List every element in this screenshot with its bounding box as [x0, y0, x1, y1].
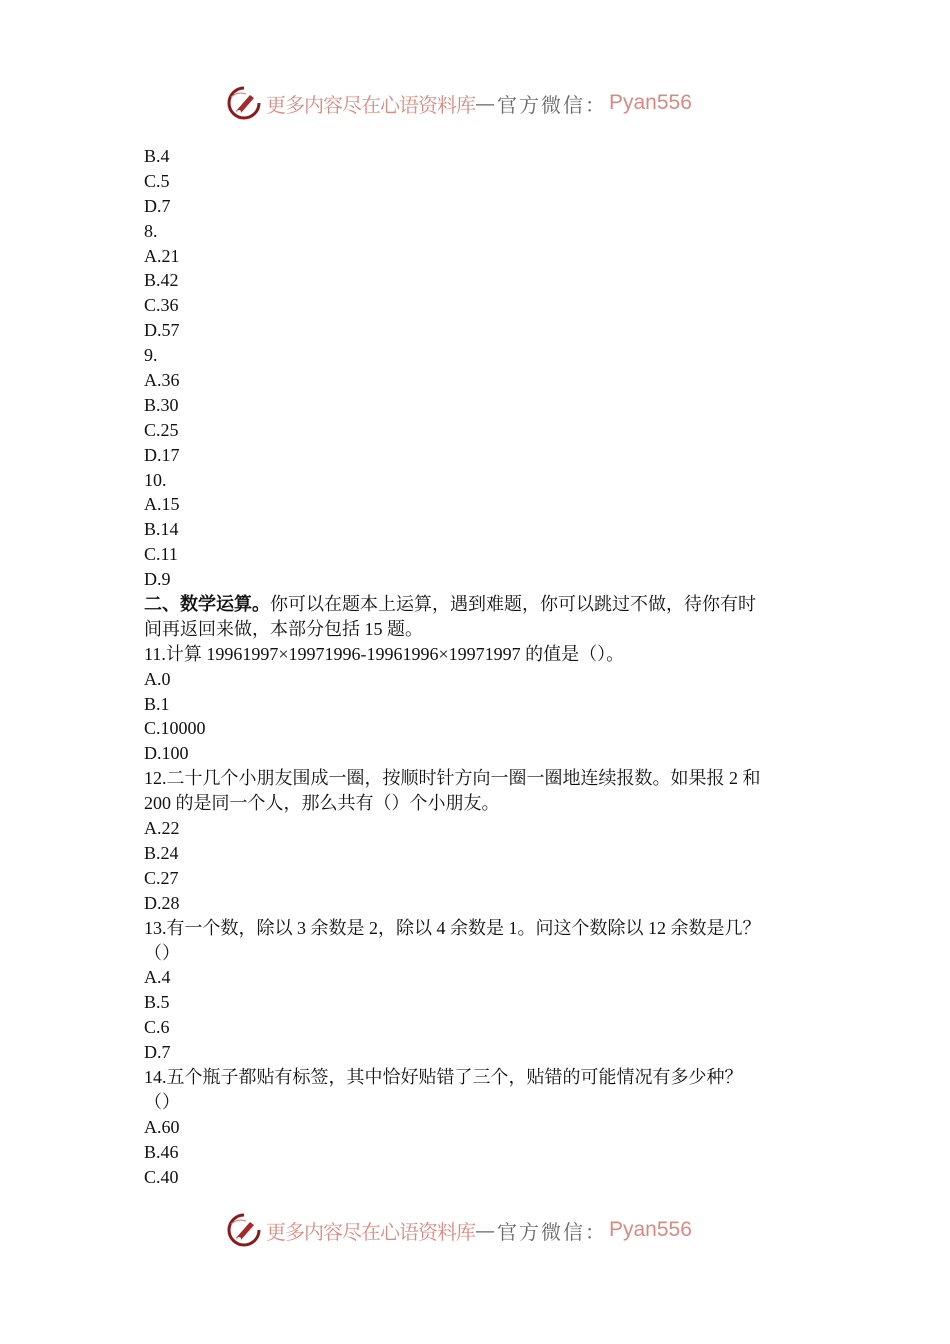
line-text: B.4	[144, 146, 170, 166]
line-text: 10.	[144, 469, 167, 490]
text-line	[144, 916, 814, 941]
line-text: B.1	[144, 693, 170, 714]
text-line	[144, 1040, 814, 1065]
text-line	[144, 891, 814, 916]
line-text: B.14	[144, 519, 179, 540]
text-line	[144, 268, 814, 293]
line-text: （）	[144, 942, 180, 963]
text-line	[144, 144, 814, 169]
text-line	[144, 1065, 814, 1090]
line-text: C.10000	[144, 718, 206, 739]
banner-dash: —	[475, 1218, 497, 1242]
line-text: C.5	[144, 170, 170, 191]
banner-wechat-label: 官方微信：	[497, 1219, 607, 1244]
text-line	[144, 1115, 814, 1140]
line-text: B.42	[144, 270, 179, 291]
text-line	[144, 1015, 814, 1040]
line-text: C.25	[144, 419, 179, 440]
text-line	[144, 592, 814, 617]
line-text: A.15	[144, 494, 180, 515]
line-text: （）	[144, 1091, 180, 1112]
banner-wechat-id: Pyan556	[609, 1218, 692, 1241]
line-text: D.100	[144, 743, 189, 764]
line-text: 12.二十几个小朋友围成一圈，按顺时针方向一圈一圈地连续报数。如果报 2 和	[144, 768, 761, 789]
line-text: C.27	[144, 867, 179, 888]
line-text: B.30	[144, 394, 179, 415]
line-text: B.46	[144, 1141, 179, 1162]
line-text: C.11	[144, 544, 178, 565]
text-line	[144, 492, 814, 517]
document-body	[144, 144, 814, 1189]
line-text: A.4	[144, 967, 171, 988]
text-line	[144, 293, 814, 318]
text-line	[144, 990, 814, 1015]
text-line	[144, 169, 814, 194]
text-line	[144, 941, 814, 966]
line-text: 间再返回来做，本部分包括 15 题。	[144, 618, 423, 639]
line-text: D.17	[144, 444, 180, 465]
line-text: B.5	[144, 992, 170, 1013]
line-text: B.24	[144, 842, 179, 863]
banner-dash: —	[475, 91, 497, 115]
text-line	[144, 368, 814, 393]
line-text: 11.计算 19961997×19971996-19961996×19971997 的值是（）。	[144, 643, 625, 664]
line-text: C.36	[144, 295, 179, 316]
text-line	[144, 617, 814, 642]
section-heading: 二、数学运算。	[144, 594, 270, 615]
text-line	[144, 716, 814, 741]
text-line	[144, 667, 814, 692]
text-line	[144, 318, 814, 343]
line-text: C.6	[144, 1017, 170, 1038]
banner-wechat-label: 官方微信：	[497, 92, 607, 117]
pen-logo-icon	[226, 85, 262, 121]
text-line	[144, 393, 814, 418]
text-line	[144, 1140, 814, 1165]
line-text: A.22	[144, 818, 180, 839]
line-text: A.36	[144, 370, 180, 391]
line-text: C.40	[144, 1166, 179, 1187]
header-banner	[226, 83, 692, 123]
text-line	[144, 343, 814, 368]
banner-red-text: 更多内容尽在心语资料库	[266, 1219, 475, 1244]
text-line	[144, 244, 814, 269]
text-line	[144, 642, 814, 667]
text-line	[144, 219, 814, 244]
text-line	[144, 965, 814, 990]
text-line	[144, 194, 814, 219]
text-line	[144, 866, 814, 891]
line-text: D.57	[144, 320, 180, 341]
line-text: A.21	[144, 245, 180, 266]
text-line	[144, 542, 814, 567]
text-line	[144, 692, 814, 717]
line-text: A.60	[144, 1116, 180, 1137]
line-text: 你可以在题本上运算，遇到难题，你可以跳过不做，待你有时	[270, 594, 756, 615]
text-line	[144, 766, 814, 791]
line-text: 8.	[144, 220, 158, 241]
line-text: 14.五个瓶子都贴有标签，其中恰好贴错了三个，贴错的可能情况有多少种？	[144, 1066, 743, 1087]
text-line	[144, 816, 814, 841]
text-line	[144, 443, 814, 468]
line-text: D.7	[144, 195, 171, 216]
footer-banner	[226, 1210, 692, 1250]
line-text: D.7	[144, 1042, 171, 1063]
text-line	[144, 567, 814, 592]
line-text: D.28	[144, 892, 180, 913]
text-line	[144, 418, 814, 443]
line-text: 9.	[144, 345, 158, 366]
text-line	[144, 468, 814, 493]
text-line	[144, 517, 814, 542]
banner-red-text: 更多内容尽在心语资料库	[266, 92, 475, 117]
text-line	[144, 1090, 814, 1115]
text-line	[144, 791, 814, 816]
line-text: D.9	[144, 569, 171, 590]
text-line	[144, 841, 814, 866]
line-text: 13.有一个数，除以 3 余数是 2，除以 4 余数是 1。问这个数除以 12 余数是几？	[144, 917, 761, 938]
pen-logo-icon	[226, 1212, 262, 1248]
line-text: A.0	[144, 668, 171, 689]
text-line	[144, 741, 814, 766]
line-text: 200 的是同一个人，那么共有（）个小朋友。	[144, 793, 500, 814]
text-line	[144, 1165, 814, 1190]
banner-wechat-id: Pyan556	[609, 91, 692, 114]
